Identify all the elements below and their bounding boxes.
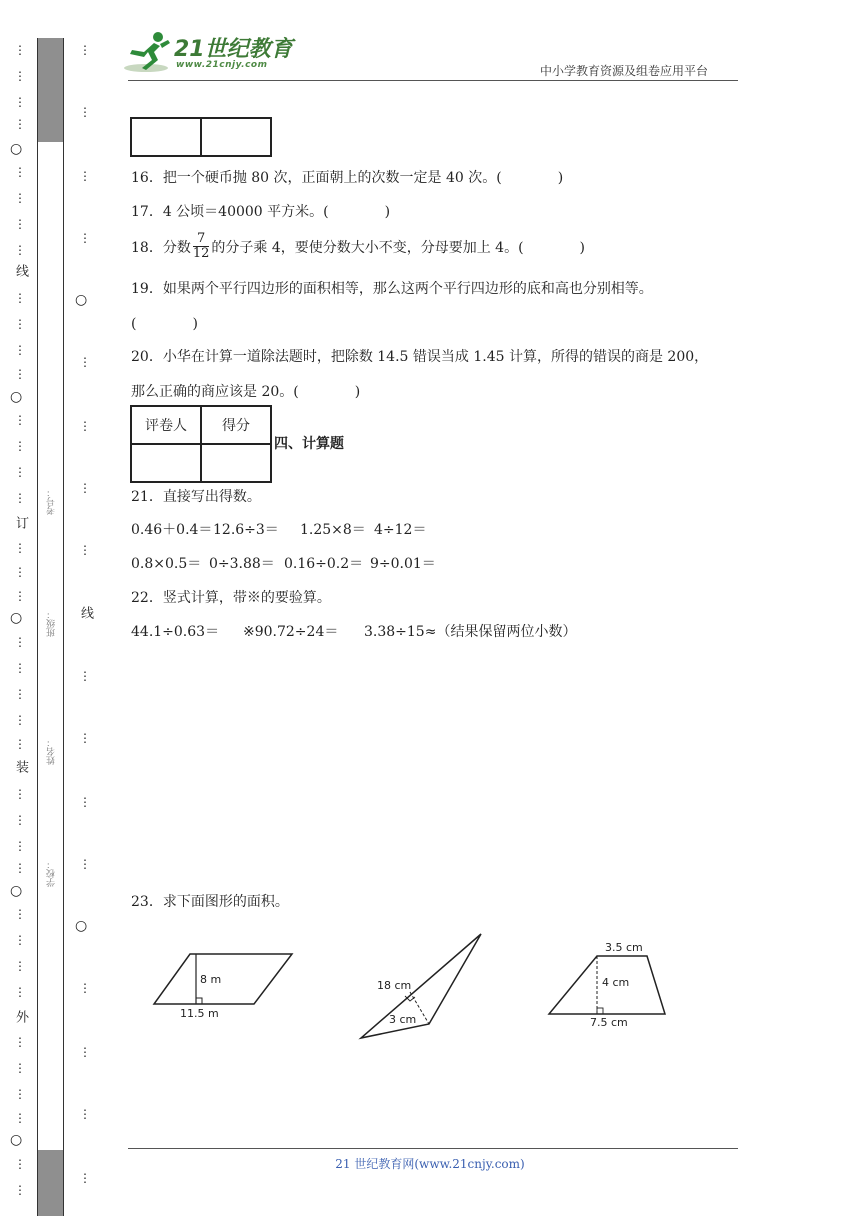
grader-cell bbox=[131, 444, 201, 482]
question-20-line2: 那么正确的商应该是 20。( ) bbox=[131, 384, 361, 400]
name-label: 姓名： bbox=[47, 738, 57, 765]
q22-item: 3.38÷15≈（结果保留两位小数） bbox=[364, 624, 577, 640]
platform-name: 中小学教育资源及组卷应用平台 bbox=[540, 64, 709, 78]
outer-ellipsis: ⋮ bbox=[14, 491, 27, 505]
outer-ellipsis: ⋮ bbox=[14, 787, 27, 801]
trapezoid-top-label: 3.5 cm bbox=[605, 941, 643, 954]
question-22-title: 22．竖式计算，带※的要验算。 bbox=[131, 590, 331, 606]
outer-ellipsis: ⋮ bbox=[14, 165, 27, 179]
q22-row bbox=[131, 621, 576, 641]
fraction-numerator: 7 bbox=[193, 232, 210, 247]
student-id-label: 考号： bbox=[47, 488, 57, 515]
outer-ellipsis: ⋮ bbox=[14, 907, 27, 921]
outer-ellipsis: ⋮ bbox=[14, 933, 27, 947]
footer-rule bbox=[128, 1148, 738, 1149]
outer-ellipsis: ⋮ bbox=[14, 217, 27, 231]
class-label: 班级： bbox=[47, 610, 57, 637]
header-rule bbox=[128, 80, 738, 81]
outer-ellipsis: ⋮ bbox=[14, 565, 27, 579]
score-cell bbox=[131, 118, 201, 156]
margin-circle: ○ bbox=[10, 1132, 23, 1148]
logo-url: www.21cnjy.com bbox=[176, 60, 268, 70]
inner-ellipsis: ⋮ bbox=[79, 43, 92, 57]
outer-ellipsis: ⋮ bbox=[14, 317, 27, 331]
triangle-side-label: 18 cm bbox=[377, 979, 412, 992]
inner-ellipsis: ⋮ bbox=[79, 1045, 92, 1059]
margin-gray-block bbox=[38, 38, 63, 142]
outer-ellipsis: ⋮ bbox=[14, 367, 27, 381]
outer-ellipsis: ⋮ bbox=[14, 737, 27, 751]
q21-item: 9÷0.01＝ bbox=[370, 556, 436, 572]
outer-ellipsis: ⋮ bbox=[14, 291, 27, 305]
inner-ellipsis: ⋮ bbox=[79, 355, 92, 369]
runner-logo-icon bbox=[124, 30, 172, 74]
margin-label-outer: 外 bbox=[13, 1010, 28, 1023]
outer-ellipsis: ⋮ bbox=[14, 117, 27, 131]
parallelogram-base-label: 11.5 m bbox=[180, 1007, 219, 1020]
outer-ellipsis: ⋮ bbox=[14, 589, 27, 603]
q22-item: ※90.72÷24＝ bbox=[243, 624, 339, 640]
margin-label-line: 线 bbox=[13, 264, 28, 277]
outer-ellipsis: ⋮ bbox=[14, 43, 27, 57]
outer-ellipsis: ⋮ bbox=[14, 985, 27, 999]
score-cell bbox=[201, 444, 271, 482]
inner-ellipsis: ⋮ bbox=[79, 481, 92, 495]
trapezoid-bottom-label: 7.5 cm bbox=[590, 1016, 628, 1029]
outer-ellipsis: ⋮ bbox=[14, 343, 27, 357]
inner-ellipsis: ⋮ bbox=[79, 1171, 92, 1185]
inner-ellipsis: ⋮ bbox=[79, 231, 92, 245]
score-header: 得分 bbox=[201, 406, 271, 444]
outer-ellipsis: ⋮ bbox=[14, 465, 27, 479]
question-19-line1: 19．如果两个平行四边形的面积相等，那么这两个平行四边形的底和高也分别相等。 bbox=[131, 281, 653, 297]
q21-item: 0.46＋0.4＝ bbox=[131, 522, 213, 538]
outer-ellipsis: ⋮ bbox=[14, 191, 27, 205]
question-17: 17．4 公顷＝40000 平方米。( ) bbox=[131, 204, 391, 220]
outer-ellipsis: ⋮ bbox=[14, 861, 27, 875]
margin-rule bbox=[63, 38, 64, 1216]
margin-rule bbox=[37, 38, 38, 1216]
fraction-denominator: 12 bbox=[192, 246, 210, 262]
margin-circle: ○ bbox=[75, 918, 88, 934]
site-logo bbox=[124, 30, 294, 76]
margin-circle: ○ bbox=[10, 883, 23, 899]
grader-header: 评卷人 bbox=[131, 406, 201, 444]
parallelogram-figure bbox=[150, 948, 300, 1028]
margin-circle: ○ bbox=[10, 389, 23, 405]
margin-label-order: 订 bbox=[13, 516, 28, 529]
logo-title: 21世纪教育 bbox=[174, 37, 293, 62]
outer-ellipsis: ⋮ bbox=[14, 1157, 27, 1171]
inner-ellipsis: ⋮ bbox=[79, 669, 92, 683]
outer-ellipsis: ⋮ bbox=[14, 1061, 27, 1075]
margin-circle: ○ bbox=[75, 292, 88, 308]
outer-ellipsis: ⋮ bbox=[14, 687, 27, 701]
outer-ellipsis: ⋮ bbox=[14, 813, 27, 827]
triangle-height-label: 3 cm bbox=[389, 1013, 417, 1026]
margin-circle: ○ bbox=[10, 610, 23, 626]
inner-ellipsis: ⋮ bbox=[79, 105, 92, 119]
section-title: 四、计算题 bbox=[274, 436, 344, 452]
inner-ellipsis: ⋮ bbox=[79, 981, 92, 995]
inner-ellipsis: ⋮ bbox=[79, 857, 92, 871]
outer-ellipsis: ⋮ bbox=[14, 439, 27, 453]
trapezoid-height-label: 4 cm bbox=[602, 976, 630, 989]
question-21-title: 21．直接写出得数。 bbox=[131, 489, 261, 505]
inner-ellipsis: ⋮ bbox=[79, 731, 92, 745]
q21-item: 0.8×0.5＝ bbox=[131, 556, 202, 572]
question-18-prefix: 18．分数 bbox=[131, 239, 191, 256]
outer-ellipsis: ⋮ bbox=[14, 541, 27, 555]
outer-ellipsis: ⋮ bbox=[14, 661, 27, 675]
outer-ellipsis: ⋮ bbox=[14, 635, 27, 649]
footer-text: 21 世纪教育网(www.21cnjy.com) bbox=[335, 1157, 525, 1171]
q22-item: 44.1÷0.63＝ bbox=[131, 624, 220, 640]
question-23-title: 23．求下面图形的面积。 bbox=[131, 894, 289, 910]
question-18-suffix: 的分子乘 4，要使分数大小不变，分母要加上 4。( ) bbox=[211, 239, 586, 256]
margin-circle: ○ bbox=[10, 141, 23, 157]
school-label: 学校： bbox=[47, 860, 57, 887]
inner-ellipsis: ⋮ bbox=[79, 419, 92, 433]
question-16: 16．把一个硬币抛 80 次，正面朝上的次数一定是 40 次。( ) bbox=[131, 170, 564, 186]
parallelogram-height-label: 8 m bbox=[200, 973, 222, 986]
outer-ellipsis: ⋮ bbox=[14, 839, 27, 853]
q21-item: 12.6÷3＝ bbox=[213, 522, 279, 538]
outer-ellipsis: ⋮ bbox=[14, 95, 27, 109]
question-19-answer: ( ) bbox=[131, 316, 198, 332]
q21-item: 1.25×8＝ bbox=[300, 522, 366, 538]
outer-ellipsis: ⋮ bbox=[14, 1183, 27, 1197]
score-cell bbox=[201, 118, 271, 156]
outer-ellipsis: ⋮ bbox=[14, 713, 27, 727]
outer-ellipsis: ⋮ bbox=[14, 1111, 27, 1125]
q21-row1 bbox=[131, 519, 426, 539]
inner-ellipsis: ⋮ bbox=[79, 169, 92, 183]
outer-ellipsis: ⋮ bbox=[14, 69, 27, 83]
inner-label-line: 线 bbox=[78, 606, 93, 619]
q21-item: 0.16÷0.2＝ bbox=[284, 556, 364, 572]
inner-ellipsis: ⋮ bbox=[79, 543, 92, 557]
inner-ellipsis: ⋮ bbox=[79, 795, 92, 809]
outer-ellipsis: ⋮ bbox=[14, 413, 27, 427]
outer-ellipsis: ⋮ bbox=[14, 1035, 27, 1049]
outer-ellipsis: ⋮ bbox=[14, 243, 27, 257]
outer-ellipsis: ⋮ bbox=[14, 959, 27, 973]
question-18 bbox=[131, 232, 585, 262]
fraction-7-12 bbox=[193, 232, 210, 262]
inner-ellipsis: ⋮ bbox=[79, 1107, 92, 1121]
score-box-top bbox=[130, 117, 272, 157]
grader-score-table bbox=[130, 405, 272, 483]
outer-ellipsis: ⋮ bbox=[14, 1087, 27, 1101]
question-20-line1: 20．小华在计算一道除法题时，把除数 14.5 错误当成 1.45 计算，所得的错误的商是 200， bbox=[131, 349, 709, 365]
q21-item: 4÷12＝ bbox=[374, 522, 427, 538]
triangle-figure bbox=[355, 930, 485, 1042]
q21-item: 0÷3.88＝ bbox=[209, 556, 275, 572]
q21-row2 bbox=[131, 553, 436, 573]
margin-label-bind: 装 bbox=[13, 760, 28, 773]
